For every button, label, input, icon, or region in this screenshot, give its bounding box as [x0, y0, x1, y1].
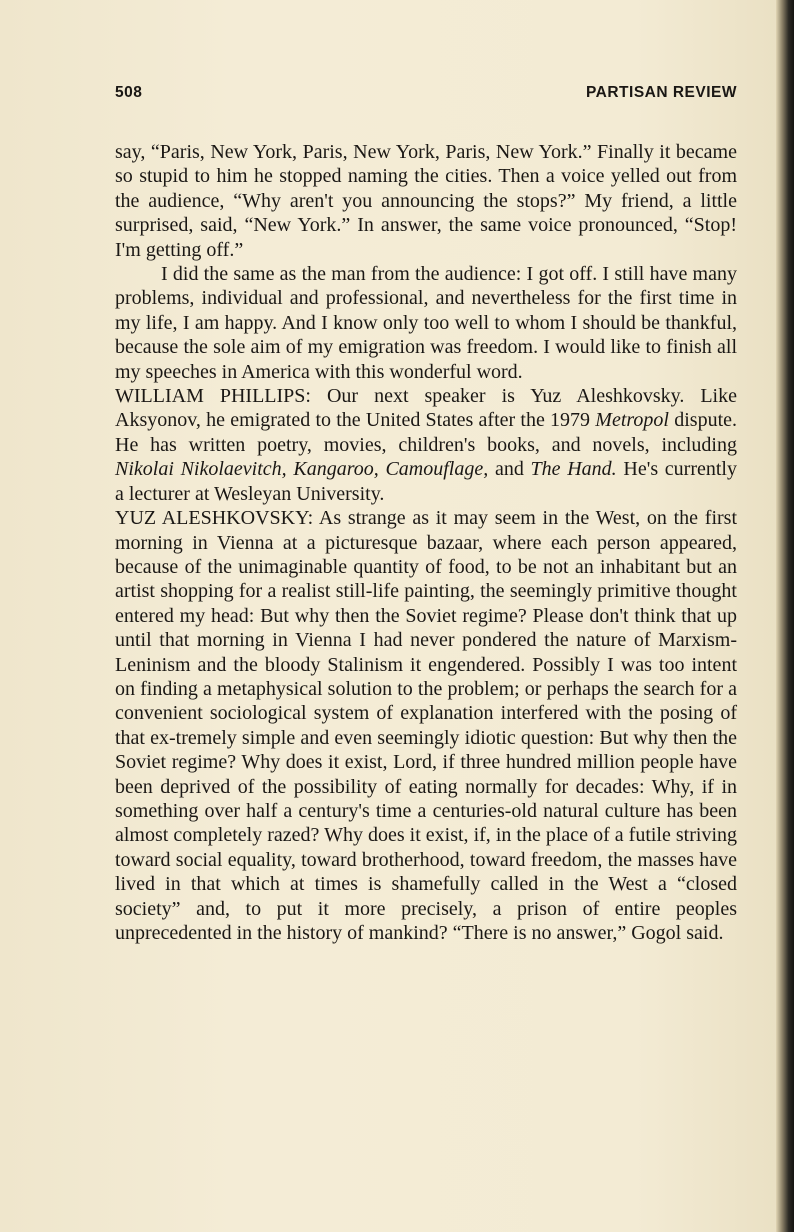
body-text — [115, 140, 737, 945]
book-title: Metropol — [595, 409, 669, 432]
speech-text: and — [488, 458, 531, 481]
speech-text: dispute. He has written poetry, movies, children's books, and novels, including — [115, 409, 737, 456]
speech-text: As strange as it may seem in the West, on the first morning in Vienna at a picturesque bazaar, where each person appeared, because of the unimaginable quantity of food, to be not an inhabitant but an artist shopping for a realist still-life painting, the seemingly primitive thought entered my head: But why then the Soviet regime? Please don't think that up until that morning in Vienna I had never pondered the nature of Marxism-Leninism and the bloody Stalinism it engendered. Possibly I was too intent on finding a metaphysical solution to the problem; or perhaps the search for a convenient sociological system of explanation interfered with the posing of that ex-tremely simple and even seemingly idiotic question: But why then the Soviet regime? Why does it exist, Lord, if three hundred million people have been deprived of the possibility of eating normally for decades: Why, if in something over half a century's time a centuries-old natural culture has been almost completely razed? Why does it exist, if, in the place of a futile striving toward social equality, toward brotherhood, toward freedom, the masses have lived in that which at times is shamefully called in the West a “closed society” and, to put it more precisely, a prison of entire peoples unprecedented in the history of mankind? “There is no answer,” Gogol said. — [115, 507, 737, 944]
paragraph-continuation: say, “Paris, New York, Paris, New York, Paris, New York.” Finally it became so stupid to him he stopped naming the cities. Then a voice yelled out from the audience, “Why aren't you announcing the stops?” My friend, a little surprised, said, “New York.” In answer, the same voice pronounced, “Stop! I'm getting off.” — [115, 141, 737, 261]
page-number: 508 — [115, 84, 143, 101]
paragraph-phillips-intro — [115, 384, 737, 506]
paragraph-got-off: I did the same as the man from the audience: I got off. I still have many problems, individual and professional, and nevertheless for the first time in my life, I am happy. And I know only too well to whom I should be thankful, because the sole aim of my emigration was freedom. I would like to finish all my speeches in America with this wonderful word. — [115, 263, 737, 383]
speech-text: Our next speaker is Yuz Aleshkovsky. Like Aksyonov, he emigrated to the United States after the 1979 — [115, 385, 737, 432]
speaker-label: YUZ ALESHKOVSKY: — [115, 507, 314, 530]
book-title: The Hand. — [530, 458, 617, 481]
paragraph-aleshkovsky-speech — [115, 506, 737, 945]
book-spine-shadow — [776, 0, 794, 1232]
running-header — [115, 84, 737, 108]
journal-title: PARTISAN REVIEW — [585, 84, 737, 101]
speech-text: He's currently a lecturer at Wesleyan University. — [115, 458, 737, 505]
book-title: Nikolai Nikolaevitch, Kangaroo, Camouflage, — [115, 458, 489, 481]
speaker-label: WILLIAM PHILLIPS: — [115, 385, 311, 408]
